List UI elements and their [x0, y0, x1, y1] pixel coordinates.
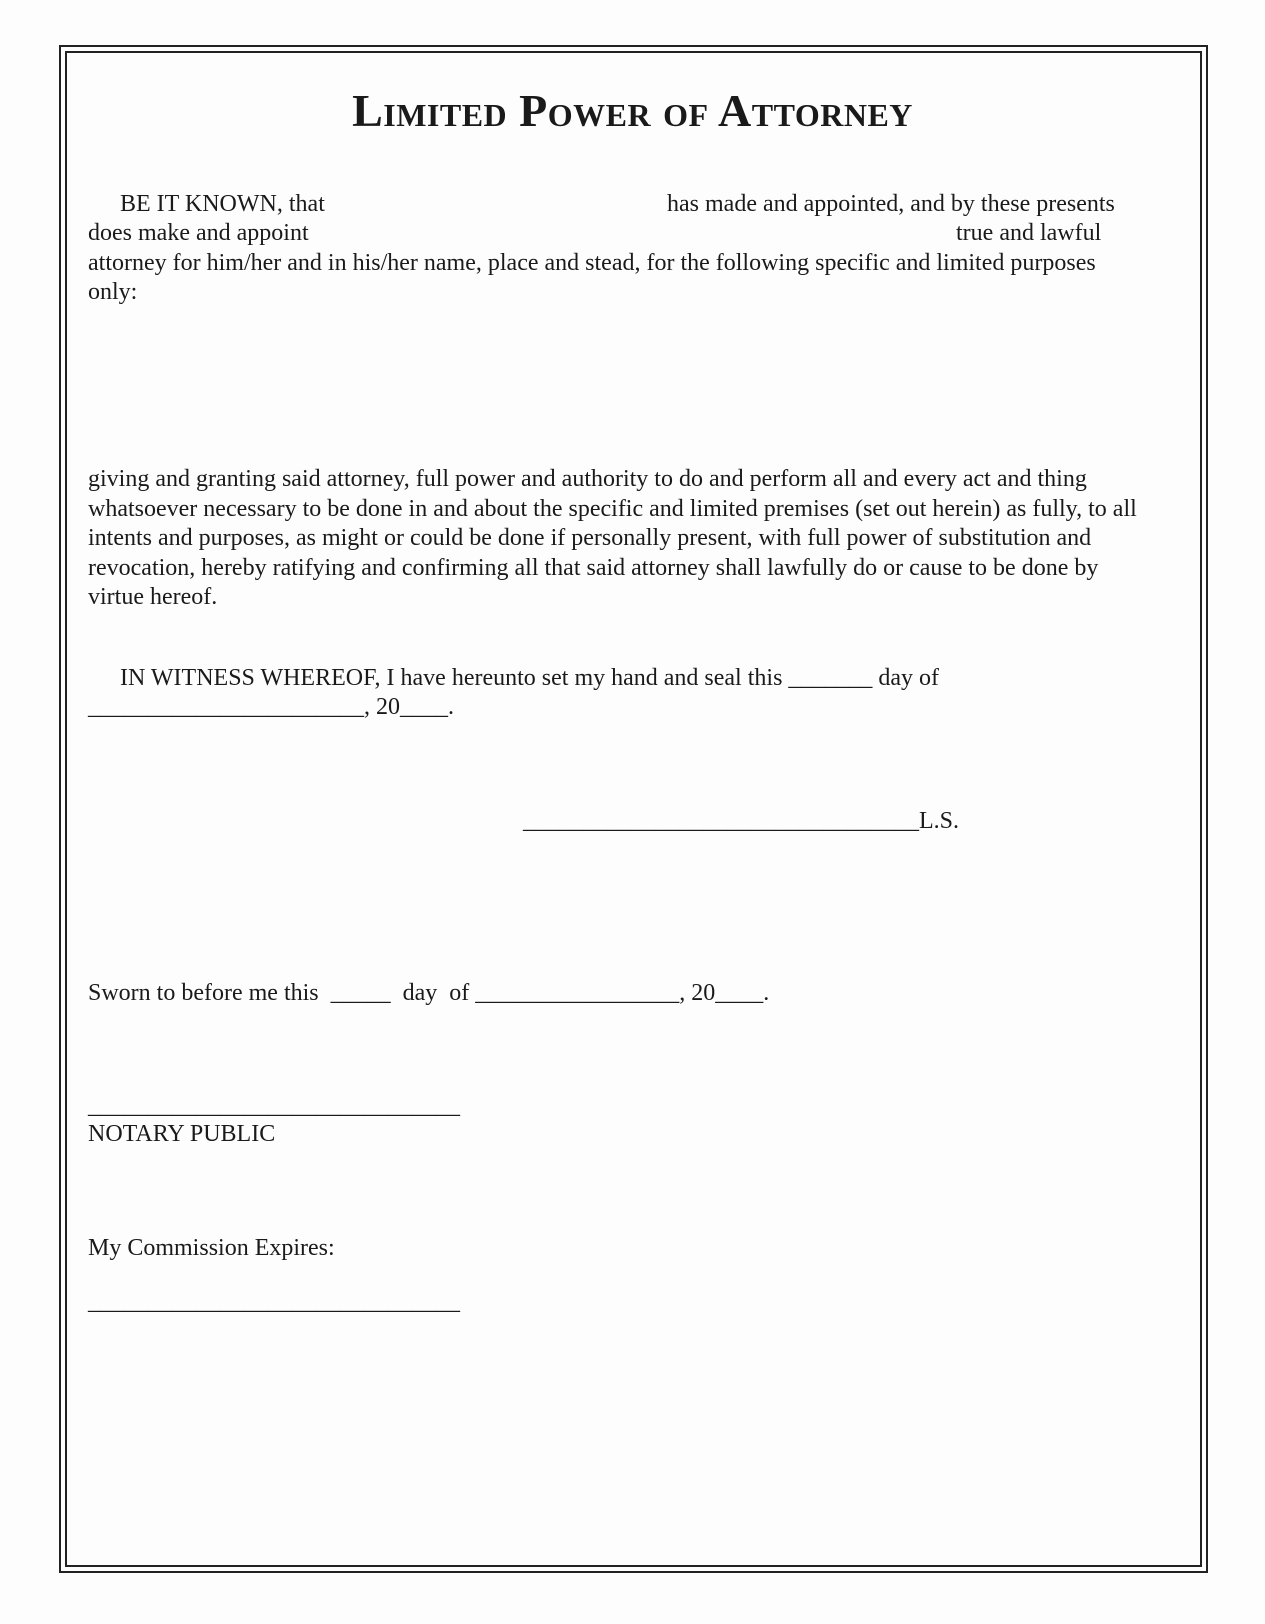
- commission-expires-line: _______________________________: [88, 1289, 460, 1315]
- powers-paragraph: giving and granting said attorney, full power and authority to do and perform all and every act and thing whatsoever necessary to be done in and about the specific and limited premises (set out herein) as fully, to all intents and purposes, as might or could be done if personally present, with full power of substitution and revocation, hereby ratifying and confirming all that said attorney shall lawfully do or cause to be done by virtue hereof.: [88, 466, 1137, 610]
- witness-line-1: IN WITNESS WHEREOF, I have hereunto set my hand and seal this _______ day of: [120, 665, 940, 691]
- notary-public-label: NOTARY PUBLIC: [88, 1121, 276, 1147]
- document-title: Limited Power of Attorney: [352, 85, 913, 136]
- notary-signature-line: _______________________________: [88, 1093, 460, 1119]
- intro-has-made: has made and appointed, and by these presents: [667, 191, 1115, 217]
- signature-line: _________________________________L.S.: [523, 808, 960, 834]
- sworn-statement: Sworn to before me this _____ day of _________________, 20____.: [88, 980, 770, 1006]
- commission-expires-label: My Commission Expires:: [88, 1235, 335, 1261]
- intro-true-and-lawful: true and lawful: [956, 220, 1102, 246]
- intro-only: only:: [88, 279, 138, 305]
- intro-does-make: does make and appoint: [88, 220, 309, 246]
- intro-attorney-line: attorney for him/her and in his/her name, place and stead, for the following specific and limited purposes: [88, 250, 1096, 276]
- witness-line-2: _______________________, 20____.: [88, 694, 454, 720]
- intro-be-it-known: BE IT KNOWN, that: [120, 191, 325, 217]
